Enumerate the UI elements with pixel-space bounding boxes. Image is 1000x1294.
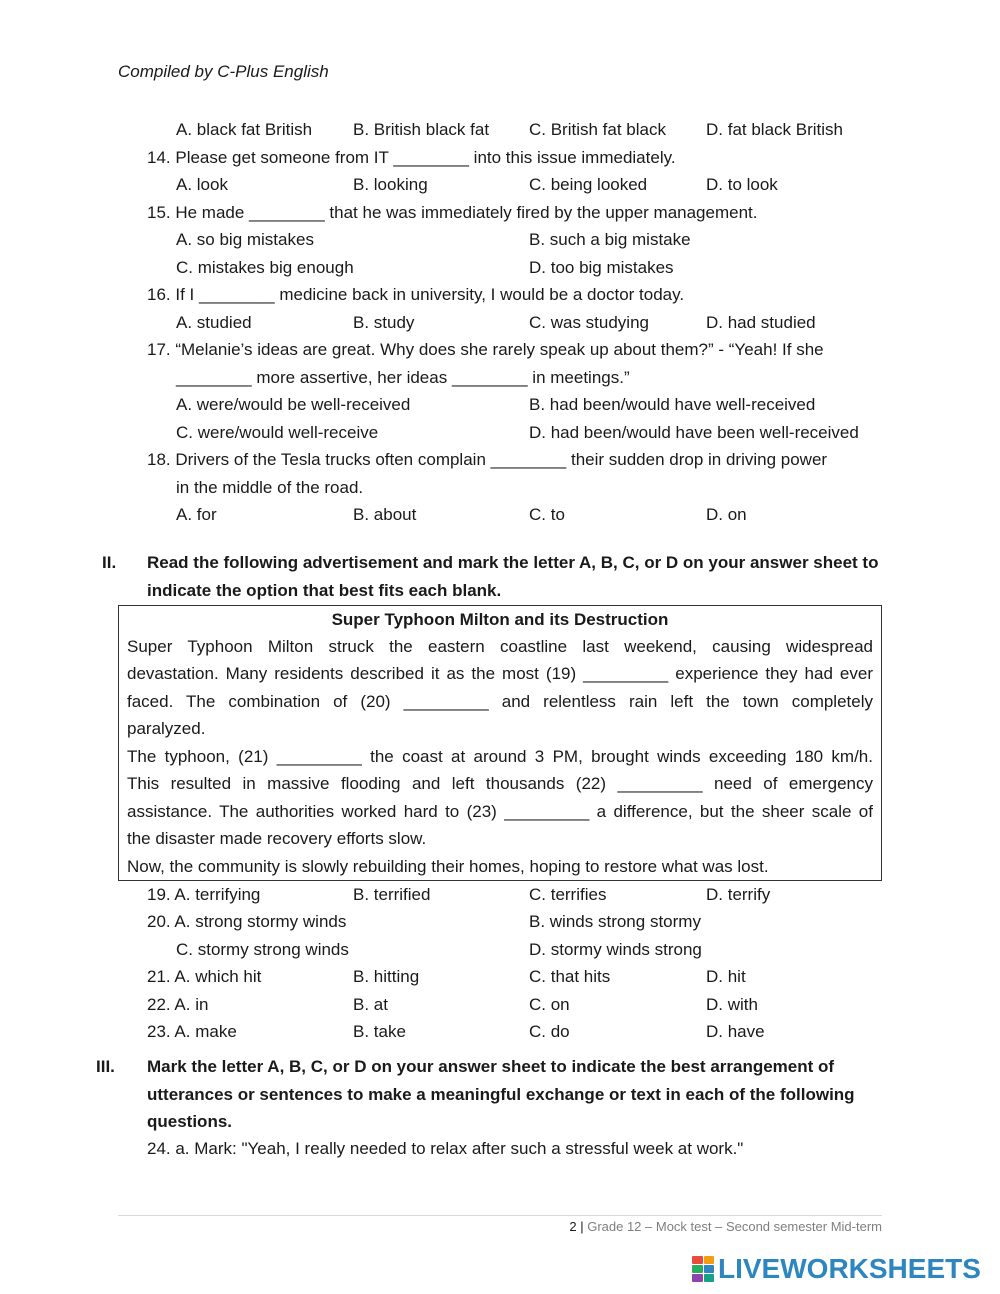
q21-option-a: 21. A. which hit	[147, 967, 262, 986]
q19-option-b: B. terrified	[353, 885, 431, 904]
footer-divider	[118, 1215, 882, 1216]
ad-line: This resulted in massive flooding and left thousands (22) _________ need of emergency	[127, 774, 873, 793]
q17-stem-line1: 17. “Melanie’s ideas are great. Why does she rarely speak up about them?” - “Yeah! If she	[147, 340, 824, 359]
liveworksheets-logo-text: LIVEWORKSHEETS	[718, 1253, 981, 1284]
q13-option-a: A. black fat British	[176, 120, 313, 139]
ad-line: Super Typhoon Milton struck the eastern coastline last weekend, causing widespread	[127, 637, 873, 656]
q22-option-d: D. with	[706, 995, 758, 1014]
ad-line: the disaster made recovery efforts slow.	[127, 829, 427, 848]
q14-option-a: A. look	[176, 175, 228, 194]
q18-option-d: D. on	[706, 505, 747, 524]
page-footer	[569, 1218, 882, 1236]
footer-text: Grade 12 – Mock test – Second semester Mid-term	[587, 1219, 882, 1234]
q18-option-b: B. about	[353, 505, 417, 524]
section-2-instruction: Read the following advertisement and mark the letter A, B, C, or D on your answer sheet to indicate the option that best fits each blank.	[147, 553, 879, 600]
q17-option-c: C. were/would well-receive	[176, 423, 379, 442]
advertisement-title: Super Typhoon Milton and its Destruction	[331, 610, 669, 629]
section-3-instruction: Mark the letter A, B, C, or D on your answer sheet to indicate the best arrangement of utterances or sentences to make a meaningful exchange or text in each of the following questions.	[147, 1057, 855, 1131]
q19-option-d: D. terrify	[706, 885, 771, 904]
q17-option-b: B. had been/would have well-received	[529, 395, 816, 414]
liveworksheets-logo	[692, 1252, 981, 1286]
q18-stem-line2: in the middle of the road.	[176, 478, 364, 497]
q14-option-d: D. to look	[706, 175, 778, 194]
q22-option-a: 22. A. in	[147, 995, 209, 1014]
liveworksheets-logo-icon	[692, 1256, 714, 1282]
ad-line: Now, the community is slowly rebuilding their homes, hoping to restore what was lost.	[127, 857, 769, 876]
ad-line: devastation. Many residents described it as the most (19) _________ experience they had ever	[127, 664, 873, 683]
q20-option-b: B. winds strong stormy	[529, 912, 701, 931]
ad-line: assistance. The authorities worked hard to (23) _________ a difference, but the sheer scale of	[127, 802, 873, 821]
q15-option-a: A. so big mistakes	[176, 230, 314, 249]
q16-option-a: A. studied	[176, 313, 252, 332]
q23-option-b: B. take	[353, 1022, 406, 1041]
q17-stem-line2: ________ more assertive, her ideas ________ in meetings.”	[176, 368, 630, 387]
q15-option-d: D. too big mistakes	[529, 258, 674, 277]
q15-stem: 15. He made ________ that he was immediately fired by the upper management.	[147, 203, 758, 222]
q18-option-c: C. to	[529, 505, 565, 524]
q13-option-d: D. fat black British	[706, 120, 843, 139]
ad-line: The typhoon, (21) _________ the coast at around 3 PM, brought winds exceeding 180 km/h.	[127, 747, 873, 766]
q18-option-a: A. for	[176, 505, 217, 524]
q20-option-d: D. stormy winds strong	[529, 940, 702, 959]
q17-option-a: A. were/would be well-received	[176, 395, 411, 414]
q16-option-c: C. was studying	[529, 313, 649, 332]
q23-option-a: 23. A. make	[147, 1022, 237, 1041]
ad-line: faced. The combination of (20) _________ and relentless rain left the town completely	[127, 692, 873, 711]
q18-stem-line1: 18. Drivers of the Tesla trucks often complain ________ their sudden drop in driving power	[147, 450, 828, 469]
q24-item-a: 24. a. Mark: "Yeah, I really needed to relax after such a stressful week at work."	[147, 1139, 744, 1158]
q16-stem: 16. If I ________ medicine back in university, I would be a doctor today.	[147, 285, 685, 304]
q19-option-c: C. terrifies	[529, 885, 607, 904]
q14-stem: 14. Please get someone from IT ________ into this issue immediately.	[147, 148, 676, 167]
q22-option-b: B. at	[353, 995, 388, 1014]
q13-option-c: C. British fat black	[529, 120, 666, 139]
q15-option-b: B. such a big mistake	[529, 230, 691, 249]
q23-option-d: D. have	[706, 1022, 765, 1041]
q21-option-b: B. hitting	[353, 967, 420, 986]
q20-option-a: 20. A. strong stormy winds	[147, 912, 347, 931]
q20-option-c: C. stormy strong winds	[176, 940, 349, 959]
q14-option-c: C. being looked	[529, 175, 648, 194]
q15-option-c: C. mistakes big enough	[176, 258, 354, 277]
q17-option-d: D. had been/would have been well-received	[529, 423, 859, 442]
header-note: Compiled by C-Plus English	[118, 62, 329, 81]
section-3-number: III.	[96, 1057, 115, 1076]
q14-option-b: B. looking	[353, 175, 428, 194]
advertisement-box	[118, 605, 882, 881]
q22-option-c: C. on	[529, 995, 570, 1014]
q16-option-b: B. study	[353, 313, 415, 332]
page-number: 2	[569, 1219, 577, 1234]
ad-line: paralyzed.	[127, 719, 206, 738]
q21-option-c: C. that hits	[529, 967, 611, 986]
footer-separator: |	[580, 1219, 584, 1234]
section-2-number: II.	[102, 553, 117, 572]
q16-option-d: D. had studied	[706, 313, 816, 332]
q19-option-a: 19. A. terrifying	[147, 885, 261, 904]
q23-option-c: C. do	[529, 1022, 570, 1041]
q21-option-d: D. hit	[706, 967, 746, 986]
q13-option-b: B. British black fat	[353, 120, 490, 139]
